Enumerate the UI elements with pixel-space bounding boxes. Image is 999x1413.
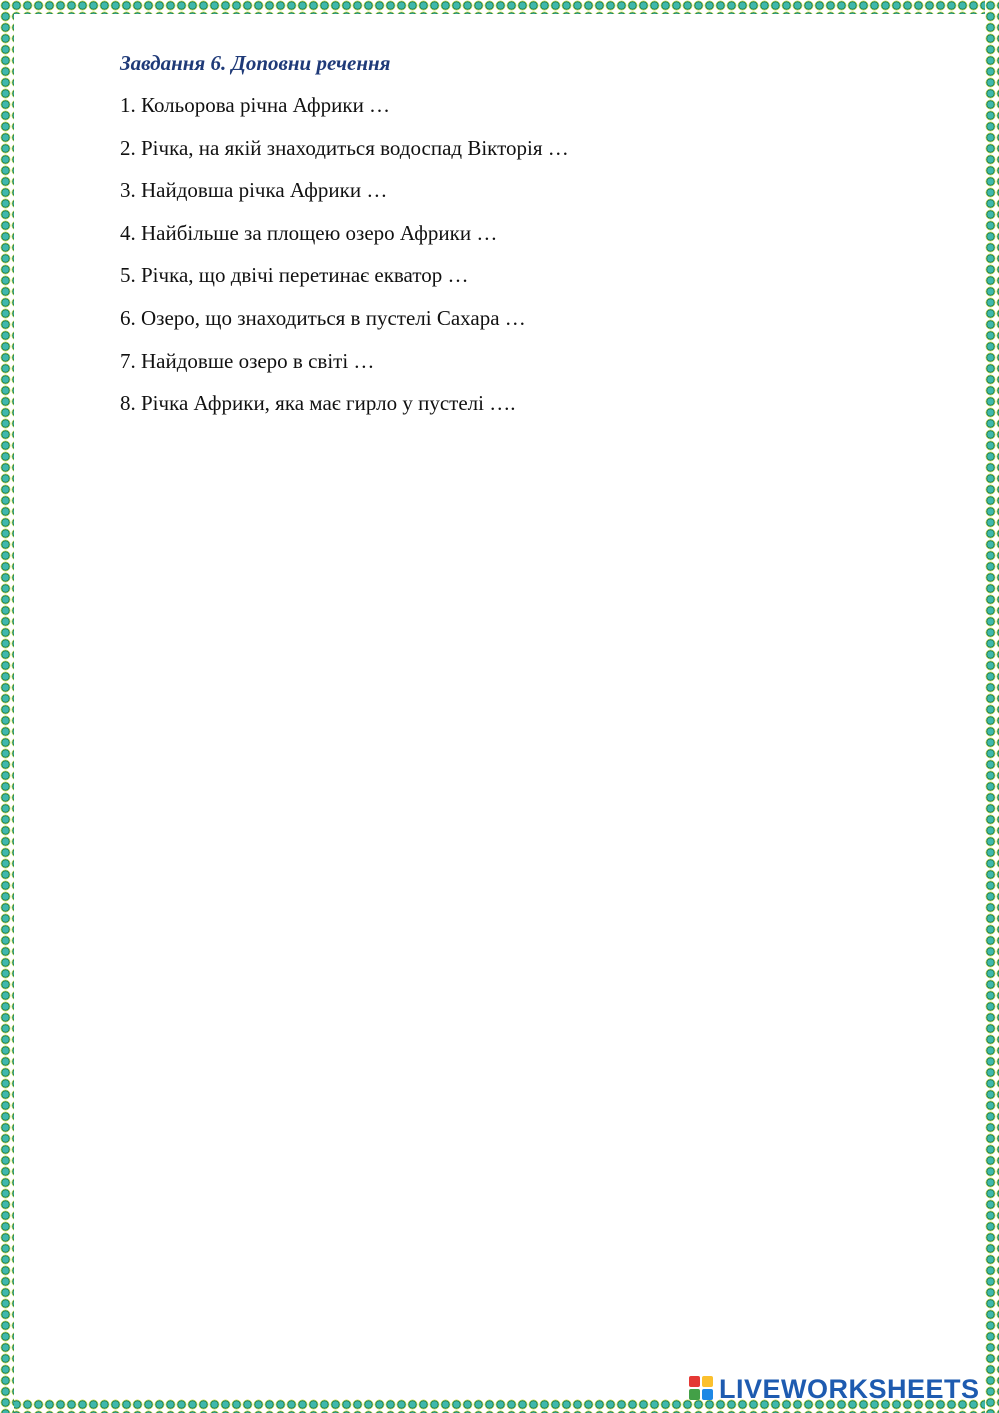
logo-block	[689, 1376, 700, 1387]
sentence-item: 7. Найдовше озеро в світі …	[120, 348, 375, 373]
decorative-border-left	[0, 0, 14, 1413]
sentence-item: 2. Річка, на якій знаходиться водоспад Вікторія …	[120, 135, 569, 160]
logo-text: LIVEWORKSHEETS	[719, 1374, 980, 1404]
sentence-item: 5. Річка, що двічі перетинає екватор …	[120, 263, 469, 288]
logo-block	[702, 1376, 713, 1387]
decorative-border-top	[0, 0, 999, 14]
logo-block	[689, 1389, 700, 1400]
logo-block	[702, 1389, 713, 1400]
sentence-item: 4. Найбільше за площею озеро Африки …	[120, 220, 498, 245]
sentence-list	[120, 90, 940, 431]
worksheet-content	[120, 48, 940, 431]
sentence-item: 1. Кольорова річна Африки …	[120, 93, 391, 117]
liveworksheets-logo[interactable]	[689, 1374, 980, 1404]
sentence-item: 3. Найдовша річка Африки …	[120, 178, 388, 203]
logo-blocks-icon	[689, 1376, 715, 1402]
task-title: Завдання 6. Доповни речення	[120, 51, 391, 75]
decorative-border-right	[985, 0, 999, 1413]
sentence-item: 6. Озеро, що знаходиться в пустелі Сахара …	[120, 305, 526, 330]
sentence-item: 8. Річка Африки, яка має гирло у пустелі ….	[120, 391, 516, 416]
